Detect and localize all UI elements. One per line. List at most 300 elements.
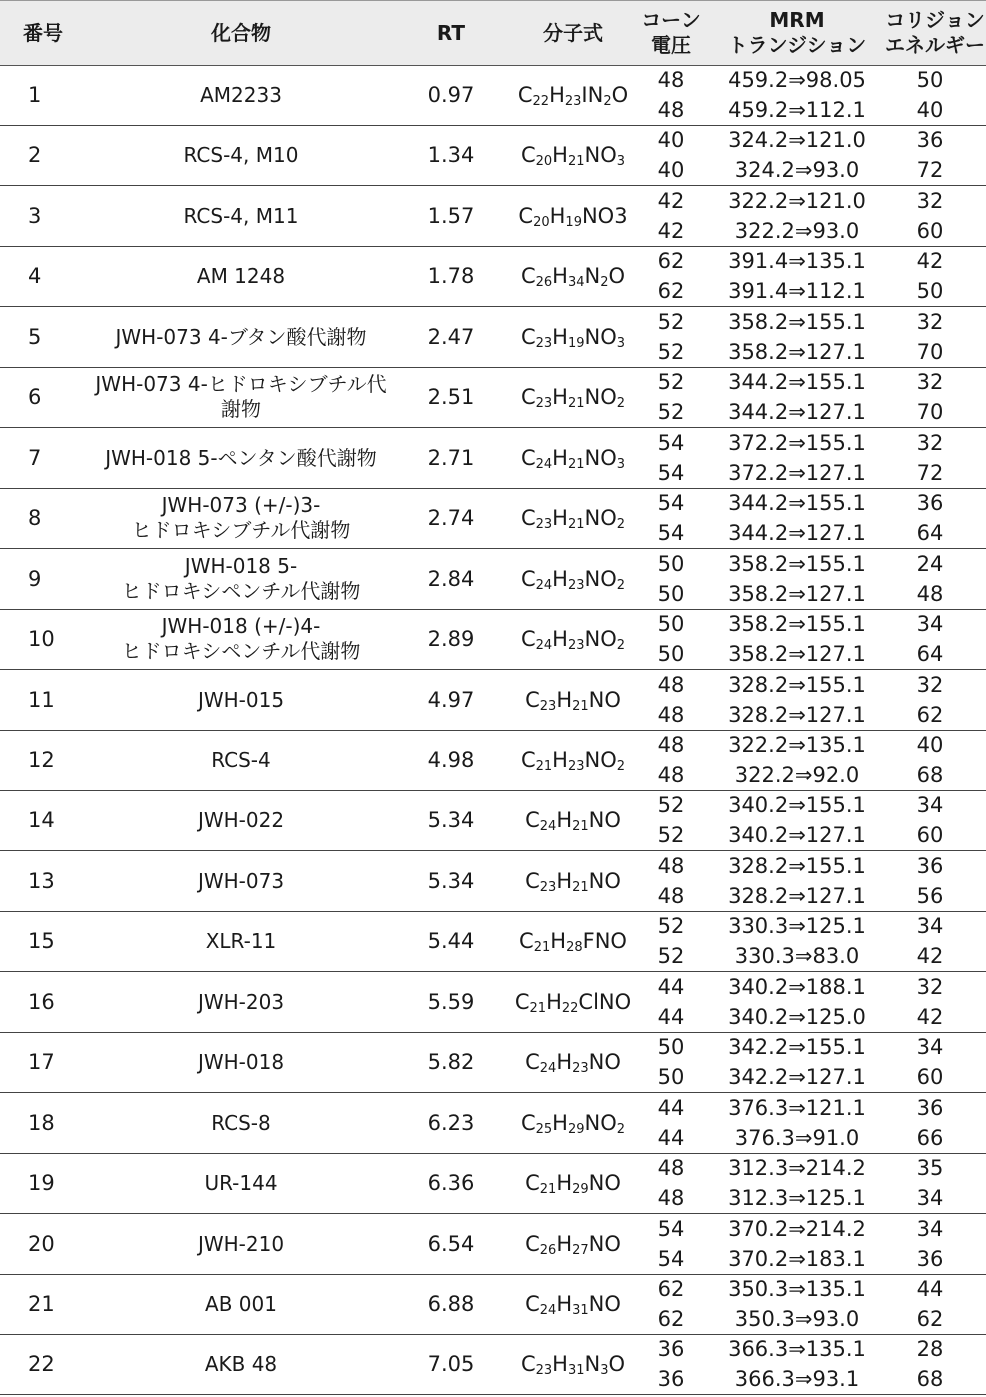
- cell-formula: [506, 1093, 640, 1153]
- table-row: [0, 488, 986, 549]
- formula-element: H: [556, 1292, 573, 1316]
- table-row: [0, 1274, 986, 1335]
- cell-formula: [506, 549, 640, 609]
- formula-element: C: [520, 506, 536, 530]
- cell-collision-energy-value: 36: [916, 491, 944, 515]
- cell-mrm-transition: [702, 488, 892, 548]
- formula-subscript: 3: [616, 457, 626, 472]
- molecular-formula: [521, 385, 625, 409]
- formula-subscript: 24: [539, 1061, 557, 1076]
- compound-name: JWH-015: [197, 687, 285, 712]
- table-row: [0, 186, 986, 247]
- table-row: [0, 911, 986, 972]
- cell-collision-energy-value: 34: [916, 793, 944, 817]
- formula-element: ClNO: [578, 990, 632, 1014]
- formula-subscript: 21: [567, 396, 585, 411]
- cell-mrm-transition-value: 328.2⇒155.1: [728, 673, 866, 697]
- compound-name: AM2233: [200, 82, 282, 107]
- molecular-formula: [525, 1292, 621, 1316]
- cell-cone-voltage-value: 54: [657, 1217, 685, 1241]
- formula-subscript: 24: [535, 457, 553, 472]
- cell-cone-voltage: [640, 609, 702, 669]
- cell-cone-voltage: [640, 730, 702, 790]
- cell-mrm-transition-value: 344.2⇒127.1: [728, 521, 866, 545]
- table-row: [0, 1334, 986, 1395]
- cell-cone-voltage-value: 54: [657, 461, 685, 485]
- row-number: 9: [28, 567, 42, 591]
- compound-name: AKB 48: [204, 1351, 278, 1376]
- cell-collision-energy-value: 36: [916, 854, 944, 878]
- formula-element: FNO: [582, 929, 627, 953]
- retention-time: 5.82: [427, 1050, 475, 1074]
- cell-mrm-transition-value: 376.3⇒91.0: [734, 1126, 860, 1150]
- cell-collision-energy: [884, 730, 976, 790]
- cell-mrm-transition-value: 372.2⇒127.1: [728, 461, 866, 485]
- formula-element: C: [520, 748, 536, 772]
- cell-cone-voltage-value: 48: [657, 1186, 685, 1210]
- cell-collision-energy: [884, 1032, 976, 1092]
- cell-cone-voltage-value: 62: [657, 1277, 685, 1301]
- cell-cone-voltage: [640, 1153, 702, 1213]
- table-row: [0, 790, 986, 851]
- cell-cone-voltage: [640, 1214, 702, 1274]
- compound-name: XLR-11: [205, 928, 277, 953]
- formula-subscript: 2: [616, 396, 626, 411]
- cell-cone-voltage: [640, 1032, 702, 1092]
- formula-element: NO: [584, 506, 617, 530]
- cell-collision-energy: [884, 1093, 976, 1153]
- cell-cone-voltage-value: 42: [657, 189, 685, 213]
- cell-cone-voltage-value: 36: [657, 1367, 685, 1391]
- formula-subscript: 21: [572, 699, 589, 714]
- cell-cone-voltage-value: 52: [657, 914, 685, 938]
- header-num: 番号: [23, 20, 63, 45]
- formula-element: NO: [588, 1171, 621, 1195]
- retention-time: 0.97: [427, 83, 475, 107]
- cell-mrm-transition-value: 340.2⇒127.1: [728, 823, 866, 847]
- molecular-formula: [521, 1352, 625, 1376]
- cell-collision-energy-value: 72: [916, 158, 944, 182]
- cell-collision-energy-value: 60: [916, 823, 944, 847]
- cell-mrm-transition-value: 358.2⇒155.1: [728, 310, 866, 334]
- cell-formula: [506, 307, 640, 367]
- cell-collision-energy-value: 24: [916, 552, 944, 576]
- cell-mrm-transition: [702, 1093, 892, 1153]
- cell-formula: [506, 125, 640, 185]
- cell-mrm-transition-value: 350.3⇒93.0: [734, 1307, 860, 1331]
- cell-cone-voltage-value: 62: [657, 279, 685, 303]
- cell-rt: [396, 790, 506, 850]
- retention-time: 7.05: [427, 1352, 475, 1376]
- cell-collision-energy-value: 34: [916, 1217, 944, 1241]
- cell-collision-energy-value: 36: [916, 1096, 944, 1120]
- header-formula: 分子式: [543, 20, 603, 45]
- formula-subscript: 3: [616, 336, 626, 351]
- formula-element: C: [525, 1050, 540, 1074]
- formula-subscript: 20: [533, 215, 550, 230]
- cell-collision-energy-value: 36: [916, 1247, 944, 1271]
- compound-name: ヒドロキシブチル代謝物: [131, 518, 351, 542]
- row-number: 18: [28, 1111, 55, 1135]
- cell-cone-voltage-value: 50: [657, 1065, 685, 1089]
- molecular-formula: [521, 1111, 625, 1135]
- cell-cone-voltage: [640, 246, 702, 306]
- table-row: [0, 670, 986, 731]
- cell-collision-energy-value: 34: [916, 612, 944, 636]
- formula-subscript: 23: [572, 1061, 589, 1076]
- cell-cone-voltage: [640, 549, 702, 609]
- formula-element: C: [520, 385, 536, 409]
- formula-element: NO: [588, 1292, 621, 1316]
- compound-name: JWH-018 5-ペンタン酸代謝物: [105, 445, 377, 470]
- cell-cone-voltage-value: 62: [657, 249, 685, 273]
- cell-cone-voltage: [640, 1334, 702, 1394]
- formula-element: C: [520, 1111, 536, 1135]
- cell-mrm-transition-value: 344.2⇒127.1: [728, 400, 866, 424]
- cell-rt: [396, 246, 506, 306]
- cell-mrm-transition-value: 330.3⇒125.1: [728, 914, 866, 938]
- cell-cone-voltage-value: 44: [657, 1096, 685, 1120]
- row-number: 16: [28, 990, 55, 1014]
- compound-name: ヒドロキシペンチル代謝物: [121, 639, 361, 663]
- cell-mrm-transition-value: 330.3⇒83.0: [734, 944, 860, 968]
- cell-collision-energy-value: 32: [916, 189, 944, 213]
- molecular-formula: [525, 808, 621, 832]
- table-row: [0, 1214, 986, 1275]
- table-row: [0, 1093, 986, 1154]
- formula-element: C: [525, 808, 540, 832]
- formula-element: O: [608, 264, 626, 288]
- cell-mrm-transition-value: 358.2⇒155.1: [728, 552, 866, 576]
- cell-compound: [86, 1214, 396, 1274]
- cell-compound: [86, 1153, 396, 1213]
- cell-collision-energy-value: 66: [916, 1126, 944, 1150]
- formula-element: H: [552, 264, 568, 288]
- cell-rt: [396, 730, 506, 790]
- cell-collision-energy-value: 64: [916, 521, 944, 545]
- formula-subscript: 24: [539, 1303, 557, 1318]
- cell-mrm-transition-value: 350.3⇒135.1: [728, 1277, 866, 1301]
- molecular-formula: [525, 1050, 621, 1074]
- formula-element: NO: [584, 446, 617, 470]
- cell-cone-voltage-value: 54: [657, 491, 685, 515]
- header-cone-voltage: コーン 電圧: [641, 8, 701, 57]
- molecular-formula: [521, 748, 625, 772]
- molecular-formula: [521, 506, 625, 530]
- cell-mrm-transition-value: 358.2⇒127.1: [728, 582, 866, 606]
- table-row: [0, 1032, 986, 1093]
- row-number: 21: [28, 1292, 55, 1316]
- formula-subscript: 21: [535, 759, 553, 774]
- cell-mrm-transition: [702, 307, 892, 367]
- row-number: 1: [28, 83, 42, 107]
- compound-name: AM 1248: [196, 263, 286, 288]
- formula-element: C: [520, 1352, 536, 1376]
- formula-element: H: [550, 929, 567, 953]
- formula-subscript: 20: [535, 154, 553, 169]
- cell-cone-voltage-value: 62: [657, 1307, 685, 1331]
- table-row: [0, 549, 986, 610]
- cell-collision-energy-value: 50: [916, 68, 944, 92]
- cell-formula: [506, 488, 640, 548]
- formula-subscript: 26: [539, 1243, 557, 1258]
- retention-time: 5.59: [427, 990, 475, 1014]
- formula-subscript: 31: [567, 1363, 585, 1378]
- cell-rt: [396, 1153, 506, 1213]
- row-number: 22: [28, 1352, 55, 1376]
- cell-cone-voltage: [640, 1274, 702, 1334]
- retention-time: 2.89: [427, 627, 475, 651]
- cell-collision-energy-value: 32: [916, 975, 944, 999]
- cell-collision-energy-value: 28: [916, 1337, 944, 1361]
- cell-formula: [506, 790, 640, 850]
- cell-cone-voltage: [640, 307, 702, 367]
- cell-rt: [396, 972, 506, 1032]
- formula-subscript: 28: [566, 940, 583, 955]
- formula-subscript: 21: [567, 517, 585, 532]
- molecular-formula: [525, 688, 621, 712]
- table-row: [0, 367, 986, 428]
- cell-compound: [86, 125, 396, 185]
- cell-collision-energy: [884, 549, 976, 609]
- cell-mrm-transition: [702, 1032, 892, 1092]
- cell-collision-energy-value: 34: [916, 1186, 944, 1210]
- formula-element: N: [584, 1352, 601, 1376]
- cell-cone-voltage-value: 36: [657, 1337, 685, 1361]
- cell-compound: [86, 911, 396, 971]
- formula-subscript: 23: [564, 94, 582, 109]
- formula-element: H: [552, 446, 568, 470]
- cell-rt: [396, 1032, 506, 1092]
- cell-cone-voltage-value: 54: [657, 1247, 685, 1271]
- cell-collision-energy-value: 34: [916, 1035, 944, 1059]
- formula-element: C: [519, 929, 534, 953]
- cell-mrm-transition-value: 312.3⇒214.2: [728, 1156, 866, 1180]
- formula-element: IN: [581, 83, 604, 107]
- cell-compound: [86, 428, 396, 488]
- table-row: [0, 246, 986, 307]
- molecular-formula: [521, 627, 625, 651]
- formula-element: NO: [584, 1111, 617, 1135]
- formula-element: NO: [588, 808, 621, 832]
- formula-element: H: [556, 808, 573, 832]
- formula-subscript: 24: [535, 578, 553, 593]
- cell-mrm-transition-value: 366.3⇒135.1: [728, 1337, 866, 1361]
- cell-cone-voltage-value: 50: [657, 612, 685, 636]
- cell-compound: [86, 549, 396, 609]
- cell-mrm-transition-value: 376.3⇒121.1: [728, 1096, 866, 1120]
- cell-mrm-transition-value: 340.2⇒155.1: [728, 793, 866, 817]
- cell-mrm-transition: [702, 1274, 892, 1334]
- cell-collision-energy: [884, 851, 976, 911]
- compound-name: RCS-4: [211, 747, 271, 772]
- formula-element: NO: [584, 567, 617, 591]
- cell-mrm-transition: [702, 367, 892, 427]
- molecular-formula: [525, 869, 621, 893]
- formula-element: NO: [584, 748, 617, 772]
- formula-element: H: [556, 1232, 573, 1256]
- cell-cone-voltage: [640, 1093, 702, 1153]
- cell-compound: [86, 65, 396, 125]
- cell-mrm-transition-value: 342.2⇒127.1: [728, 1065, 866, 1089]
- formula-subscript: 21: [533, 940, 551, 955]
- formula-subscript: 2: [616, 517, 626, 532]
- cell-mrm-transition-value: 324.2⇒121.0: [728, 128, 866, 152]
- cell-compound: [86, 972, 396, 1032]
- formula-subscript: 21: [529, 1001, 547, 1016]
- retention-time: 5.44: [427, 929, 475, 953]
- molecular-formula: [521, 446, 625, 470]
- cell-cone-voltage: [640, 670, 702, 730]
- formula-subscript: 29: [572, 1182, 589, 1197]
- cell-collision-energy: [884, 125, 976, 185]
- cell-mrm-transition-value: 344.2⇒155.1: [728, 491, 866, 515]
- cell-mrm-transition: [702, 670, 892, 730]
- formula-subscript: 23: [567, 578, 585, 593]
- formula-element: H: [549, 83, 565, 107]
- cell-cone-voltage-value: 42: [657, 219, 685, 243]
- cell-compound: [86, 851, 396, 911]
- formula-subscript: 21: [567, 457, 585, 472]
- cell-collision-energy: [884, 670, 976, 730]
- formula-subscript: 23: [535, 517, 553, 532]
- cell-compound: [86, 1274, 396, 1334]
- formula-element: C: [525, 1292, 540, 1316]
- cell-compound: [86, 730, 396, 790]
- formula-element: H: [556, 1050, 573, 1074]
- compound-name: JWH-073 4-ブタン酸代謝物: [115, 324, 367, 349]
- cell-cone-voltage-value: 40: [657, 158, 685, 182]
- formula-subscript: 26: [535, 275, 553, 290]
- cell-compound: [86, 307, 396, 367]
- cell-collision-energy-value: 32: [916, 431, 944, 455]
- header-rt: RT: [436, 20, 466, 45]
- cell-formula: [506, 428, 640, 488]
- cell-collision-energy: [884, 65, 976, 125]
- cell-mrm-transition-value: 322.2⇒121.0: [728, 189, 866, 213]
- compound-name: AB 001: [205, 1291, 277, 1316]
- cell-rt: [396, 851, 506, 911]
- cell-cone-voltage: [640, 186, 702, 246]
- formula-subscript: 22: [561, 1001, 579, 1016]
- cell-collision-energy-value: 50: [916, 279, 944, 303]
- cell-collision-energy: [884, 911, 976, 971]
- cell-collision-energy: [884, 972, 976, 1032]
- cell-cone-voltage-value: 48: [657, 854, 685, 878]
- molecular-formula: [521, 143, 625, 167]
- cell-mrm-transition-value: 358.2⇒127.1: [728, 642, 866, 666]
- formula-subscript: 2: [603, 94, 612, 109]
- cell-collision-energy-value: 60: [916, 1065, 944, 1089]
- compound-name: JWH-073 4-ヒドロキシブチル代謝物: [95, 372, 387, 421]
- cell-collision-energy: [884, 488, 976, 548]
- cell-mrm-transition: [702, 186, 892, 246]
- row-number: 4: [28, 264, 42, 288]
- cell-rt: [396, 911, 506, 971]
- cell-compound: [86, 186, 396, 246]
- cell-cone-voltage-value: 52: [657, 370, 685, 394]
- cell-collision-energy-value: 32: [916, 673, 944, 697]
- retention-time: 5.34: [427, 808, 475, 832]
- cell-mrm-transition-value: 391.4⇒112.1: [728, 279, 866, 303]
- formula-subscript: 23: [539, 699, 557, 714]
- cell-cone-voltage: [640, 428, 702, 488]
- formula-element: H: [546, 990, 562, 1014]
- compound-name: JWH-203: [197, 989, 285, 1014]
- cell-rt: [396, 307, 506, 367]
- retention-time: 5.34: [427, 869, 475, 893]
- cell-compound: [86, 488, 396, 548]
- formula-element: NO: [584, 143, 617, 167]
- cell-cone-voltage-value: 40: [657, 128, 685, 152]
- cell-mrm-transition-value: 328.2⇒155.1: [728, 854, 866, 878]
- cell-rt: [396, 125, 506, 185]
- header-collision-energy: コリジョン エネルギー: [885, 8, 985, 57]
- cell-mrm-transition-value: 324.2⇒93.0: [734, 158, 860, 182]
- cell-mrm-transition-value: 370.2⇒183.1: [728, 1247, 866, 1271]
- row-number: 11: [28, 688, 55, 712]
- cell-mrm-transition-value: 340.2⇒125.0: [728, 1005, 866, 1029]
- cell-compound: [86, 790, 396, 850]
- cell-cone-voltage-value: 52: [657, 310, 685, 334]
- cell-mrm-transition-value: 372.2⇒155.1: [728, 431, 866, 455]
- cell-collision-energy: [884, 790, 976, 850]
- retention-time: 1.34: [427, 143, 475, 167]
- cell-rt: [396, 186, 506, 246]
- cell-mrm-transition-value: 370.2⇒214.2: [728, 1217, 866, 1241]
- compound-name: UR-144: [204, 1170, 278, 1195]
- formula-element: H: [549, 204, 566, 228]
- cell-formula: [506, 851, 640, 911]
- cell-collision-energy-value: 42: [916, 249, 944, 273]
- formula-element: H: [552, 506, 568, 530]
- cell-mrm-transition-value: 358.2⇒155.1: [728, 612, 866, 636]
- cell-collision-energy-value: 32: [916, 310, 944, 334]
- formula-subscript: 21: [539, 1182, 557, 1197]
- cell-formula: [506, 972, 640, 1032]
- formula-subscript: 23: [535, 396, 553, 411]
- cell-mrm-transition-value: 322.2⇒93.0: [734, 219, 860, 243]
- formula-subscript: 2: [600, 275, 609, 290]
- table-row: [0, 428, 986, 489]
- cell-collision-energy: [884, 186, 976, 246]
- formula-element: O: [608, 1352, 626, 1376]
- cell-cone-voltage-value: 48: [657, 98, 685, 122]
- molecular-formula: [521, 567, 625, 591]
- cell-mrm-transition: [702, 609, 892, 669]
- cell-collision-energy: [884, 1274, 976, 1334]
- formula-subscript: 2: [616, 638, 626, 653]
- cell-collision-energy-value: 64: [916, 642, 944, 666]
- cell-mrm-transition-value: 342.2⇒155.1: [728, 1035, 866, 1059]
- formula-subscript: 19: [565, 215, 582, 230]
- retention-time: 4.98: [427, 748, 475, 772]
- cell-cone-voltage-value: 48: [657, 763, 685, 787]
- formula-subscript: 3: [616, 154, 626, 169]
- cell-cone-voltage: [640, 911, 702, 971]
- cell-rt: [396, 609, 506, 669]
- formula-element: C: [520, 627, 536, 651]
- compound-name: RCS-4, M11: [183, 203, 299, 228]
- formula-element: C: [520, 446, 536, 470]
- cell-mrm-transition-value: 358.2⇒127.1: [728, 340, 866, 364]
- retention-time: 2.47: [427, 325, 475, 349]
- cell-rt: [396, 367, 506, 427]
- formula-subscript: 21: [572, 819, 589, 834]
- cell-collision-energy-value: 48: [916, 582, 944, 606]
- formula-element: H: [556, 1171, 573, 1195]
- formula-element: H: [552, 567, 568, 591]
